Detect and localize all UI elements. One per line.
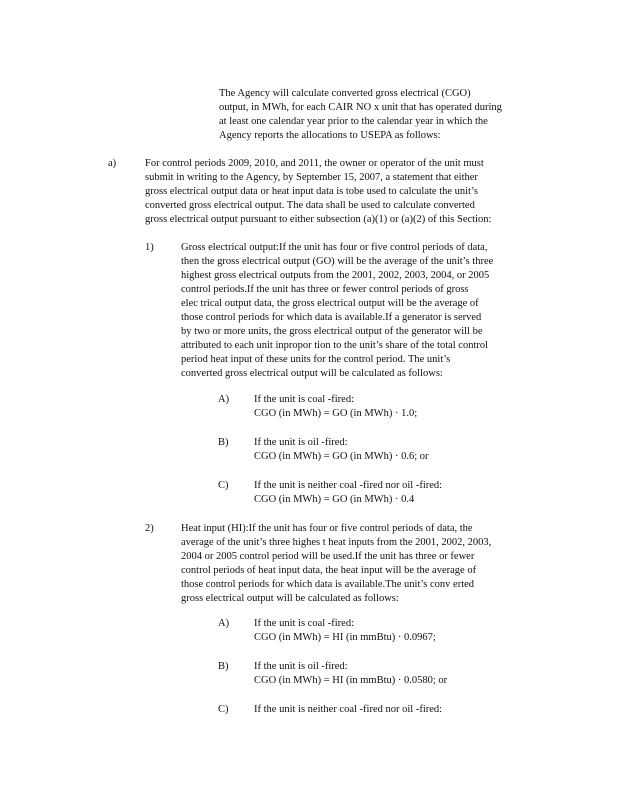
condition-text: If the unit is coal -fired: [254, 618, 355, 629]
item-1-sub-c-formula-block [254, 479, 442, 507]
text-line: Agency reports the allocations to USEPA as follows: [219, 130, 441, 141]
text-line: gross electrical output pursuant to either subsection (a)(1) or (a)(2) of this Section: [145, 214, 492, 225]
text-line: output, in MWh, for each CAIR NO x unit that has operated during [219, 102, 502, 113]
text-line: gross electrical output will be calculated as follows: [181, 593, 399, 604]
item-2-marker: 2) [145, 523, 154, 534]
text-line: The Agency will calculate converted gross electrical (CGO) [219, 88, 471, 99]
item-2-paragraph [181, 522, 531, 606]
item-1-marker: 1) [145, 242, 154, 253]
text-line: average of the unit’s three highes t heat inputs from the 2001, 2002, 2003, [181, 537, 492, 548]
text-line: Gross electrical output:If the unit has four or five control periods of data, [181, 242, 488, 253]
text-line: gross electrical output data or heat input data is tobe used to calculate the unit’s [145, 186, 478, 197]
item-2-sub-c-formula-block [254, 703, 442, 717]
text-line: period heat input of these units for the control period. The unit’s [181, 354, 451, 365]
section-a-paragraph [145, 157, 531, 227]
item-1-sub-b-marker: B) [218, 437, 229, 448]
text-line: converted gross electrical output will be calculated as follows: [181, 368, 443, 379]
condition-text: If the unit is oil -fired: [254, 661, 348, 672]
item-1-paragraph [181, 241, 531, 381]
formula-text: CGO (in MWh) = HI (in mmBtu) · 0.0967; [254, 632, 436, 643]
text-line: converted gross electrical output. The data shall be used to calculate converted [145, 200, 475, 211]
item-2-sub-b-formula-block [254, 660, 447, 688]
item-2-sub-c-marker: C) [218, 704, 229, 715]
condition-text: If the unit is oil -fired: [254, 437, 348, 448]
section-a-marker: a) [108, 158, 117, 169]
text-line: then the gross electrical output (GO) will be the average of the unit’s three [181, 256, 494, 267]
item-1-sub-b-formula-block [254, 436, 428, 464]
item-1-sub-c-marker: C) [218, 480, 229, 491]
condition-text: If the unit is neither coal -fired nor oil -fired: [254, 704, 443, 715]
text-line: For control periods 2009, 2010, and 2011, the owner or operator of the unit must [145, 158, 484, 169]
formula-text: CGO (in MWh) = HI (in mmBtu) · 0.0580; or [254, 675, 448, 686]
text-line: highest gross electrical outputs from the 2001, 2002, 2003, 2004, or 2005 [181, 270, 490, 281]
text-line: control periods of heat input data, the heat input will be the average of [181, 565, 477, 576]
text-line: control periods.If the unit has three or fewer control periods of gross [181, 284, 469, 295]
text-line: by two or more units, the gross electrical output of the generator will be [181, 326, 483, 337]
condition-text: If the unit is neither coal -fired nor oil -fired: [254, 480, 443, 491]
item-1-sub-a-marker: A) [218, 394, 230, 405]
item-2-sub-b-marker: B) [218, 661, 229, 672]
condition-text: If the unit is coal -fired: [254, 394, 355, 405]
formula-text: CGO (in MWh) = GO (in MWh) · 0.6; or [254, 451, 429, 462]
item-1-sub-a-formula-block [254, 393, 417, 421]
text-line: submit in writing to the Agency, by September 15, 2007, a statement that either [145, 172, 478, 183]
text-line: at least one calendar year prior to the calendar year in which the [219, 116, 488, 127]
formula-text: CGO (in MWh) = GO (in MWh) · 0.4 [254, 494, 415, 505]
text-line: those control periods for which data is available.If a generator is served [181, 312, 482, 323]
text-line: Heat input (HI):If the unit has four or five control periods of data, the [181, 523, 473, 534]
text-line: 2004 or 2005 control period will be used.If the unit has three or fewer [181, 551, 475, 562]
text-line: attributed to each unit inpropor tion to the unit’s share of the total control [181, 340, 489, 351]
text-line: those control periods for which data is available.The unit’s conv erted [181, 579, 475, 590]
text-line: elec trical output data, the gross electrical output will be the average of [181, 298, 479, 309]
formula-text: CGO (in MWh) = GO (in MWh) · 1.0; [254, 408, 418, 419]
item-2-sub-a-marker: A) [218, 618, 230, 629]
item-2-sub-a-formula-block [254, 617, 436, 645]
intro-paragraph [219, 87, 531, 143]
